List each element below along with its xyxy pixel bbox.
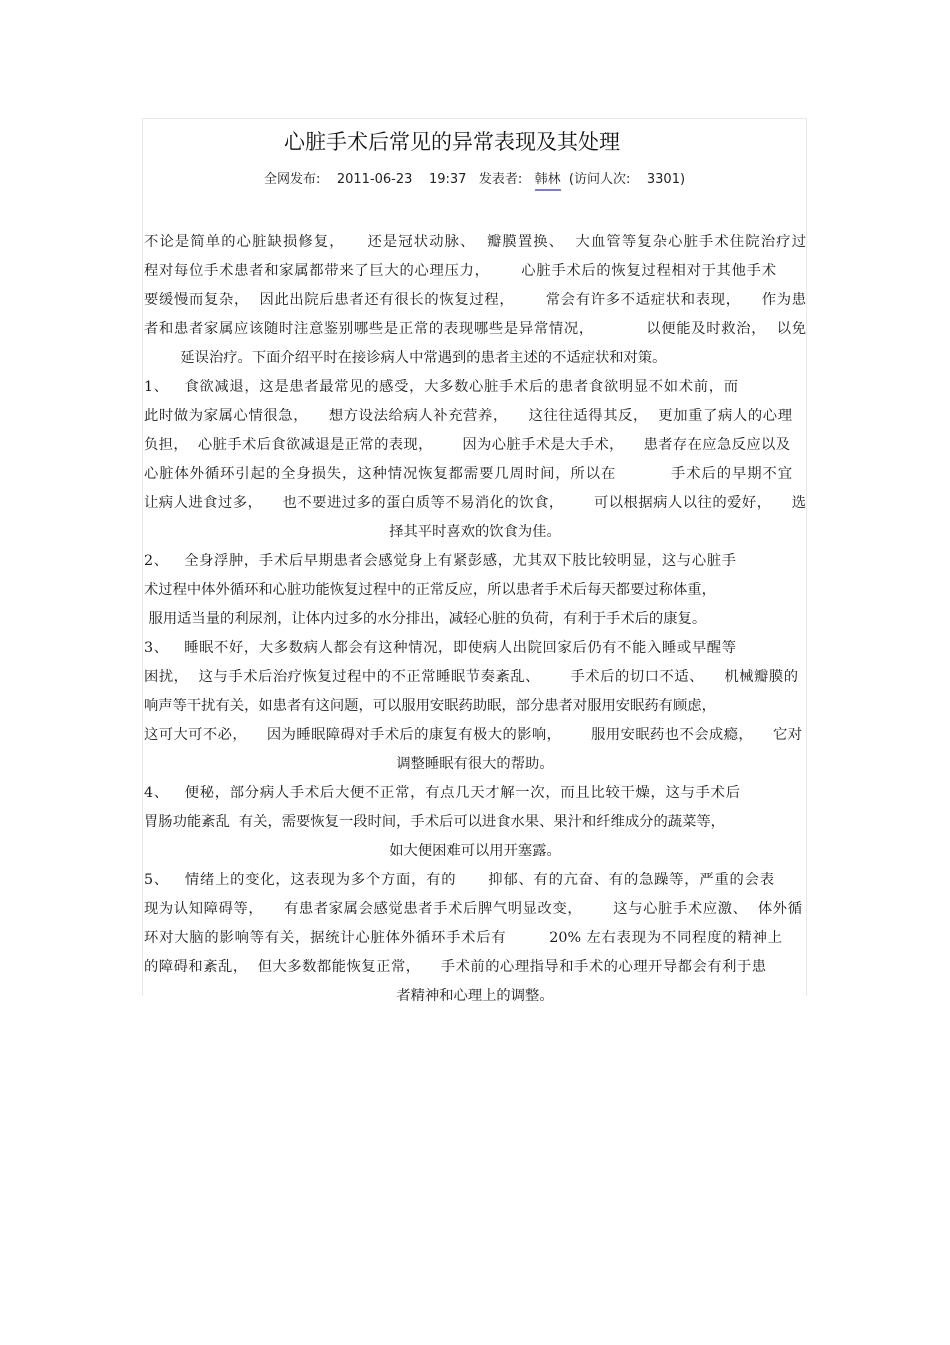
body-line: 响声等干扰有关，如患者有这问题，可以服用安眠药助眠，部分患者对服用安眠药有顾虑， (144, 698, 716, 714)
body-line: 这可大可不必， 因为睡眠障碍对手术后的康复有极大的影响， 服用安眠药也不会成瘾， 它对 (144, 727, 802, 743)
views-label: (访问人次: (568, 172, 631, 187)
author-link[interactable]: 韩林 (535, 172, 561, 191)
body-line: 的障碍和紊乱， 但大多数都能恢复正常， 手术前的心理指导和手术的心理开导都会有利于患 (144, 959, 766, 975)
body-line: 5、 情绪上的变化，这表现为多个方面，有的 抑郁、有的亢奋、有的急躁等，严重的会表 (144, 872, 774, 888)
body-line: 如大便困难可以用开塞露。 (389, 843, 561, 859)
body-line: 2、 全身浮肿，手术后早期患者会感觉身上有紧彭感，尤其双下肢比较明显，这与心脏手 (144, 553, 736, 569)
body-line: 3、 睡眠不好，大多数病人都会有这种情况，即使病人出院回家后仍有不能入睡或早醒等 (144, 640, 736, 656)
body-line: 胃肠功能紊乱 有关，需要恢复一段时间，手术后可以进食水果、果汁和纤维成分的蔬菜等， (144, 814, 725, 830)
body-line: 服用适当量的利尿剂，让体内过多的水分排出，减轻心脏的负荷，有利于手术后的康复。 (144, 611, 707, 627)
body-line: 延误治疗。下面介绍平时在接诊病人中常遇到的患者主述的不适症状和对策。 (144, 350, 667, 366)
body-line: 心脏体外循环引起的全身损失，这种情况恢复都需要几周时间，所以在 手术后的早期不宜 (144, 466, 792, 482)
body-line: 不论是简单的心脏缺损修复， 还是冠状动脉、 瓣膜置换、 大血管等复杂心脏手术住院治疗过 (144, 234, 806, 250)
publish-time: 19:37 (428, 172, 467, 187)
body-line: 此时做为家属心情很急， 想方设法给病人补充营养， 这往往适得其反， 更加重了病人的心理 (144, 408, 792, 424)
publish-date: 2011-06-23 (336, 172, 413, 187)
publish-label: 全网发布: (263, 172, 321, 187)
body-line: 1、 食欲减退，这是患者最常见的感受，大多数心脏手术后的患者食欲明显不如术前，而 (144, 379, 738, 395)
body-line: 者精神和心理上的调整。 (396, 988, 554, 1004)
body-line: 现为认知障碍等， 有患者家属会感觉患者手术后脾气明显改变， 这与心脏手术应激、 体外循 (144, 901, 802, 917)
body-line: 负担， 心脏手术后食欲减退是正常的表现， 因为心脏手术是大手术， 患者存在应急反应以及 (144, 437, 790, 453)
article-meta (142, 168, 807, 187)
views-count: 3301) (646, 172, 686, 187)
body-line: 困扰， 这与手术后治疗恢复过程中的不正常睡眠节奏紊乱、 手术后的切口不适、 机械瓣膜的 (144, 669, 798, 685)
author-label: 发表者: (478, 172, 523, 187)
body-line: 让病人进食过多， 也不要进过多的蛋白质等不易消化的饮食， 可以根据病人以往的爱好， 选 (144, 495, 806, 511)
body-line: 要缓慢而复杂， 因此出院后患者还有很长的恢复过程， 常会有许多不适症状和表现， 作为患 (144, 292, 806, 308)
body-line: 择其平时喜欢的饮食为佳。 (389, 524, 561, 540)
article-title: 心脏手术后常见的异常表现及其处理 (284, 130, 620, 154)
body-line: 者和患者家属应该随时注意鉴别哪些是正常的表现哪些是异常情况， 以便能及时救治， 以免 (144, 321, 806, 337)
body-line: 调整睡眠有很大的帮助。 (396, 756, 554, 772)
body-line: 4、 便秘，部分病人手术后大便不正常，有点几天才解一次，而且比较干燥，这与手术后 (144, 785, 740, 801)
body-line: 程对每位手术患者和家属都带来了巨大的心理压力， 心脏手术后的恢复过程相对于其他手术 (144, 263, 776, 279)
body-line: 环对大脑的影响等有关，据统计心脏体外循环手术后有 20% 左右表现为不同程度的精神上 (144, 930, 782, 946)
article-body (144, 228, 806, 1011)
body-line: 术过程中体外循环和心脏功能恢复过程中的正常反应，所以患者手术后每天都要过称体重， (144, 582, 716, 598)
